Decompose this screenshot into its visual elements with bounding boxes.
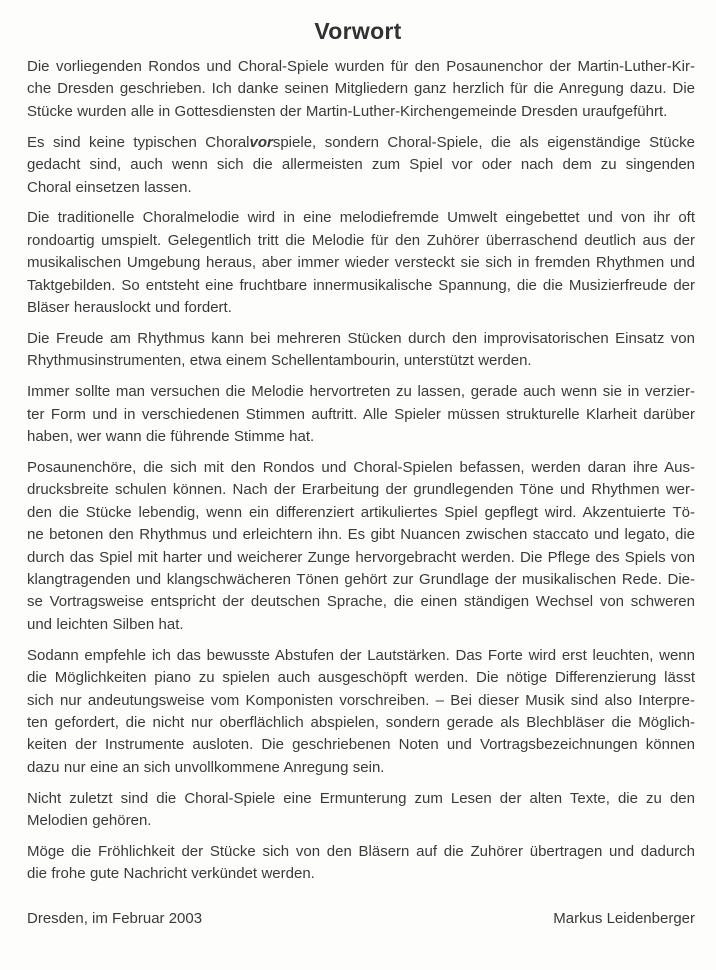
text-line: che Dresden geschrieben. Ich danke seinen Mitgliedern ganz herzlich für die Anregung dazu. Die [27,80,695,98]
text-line: se Vortragsweise entspricht der deutschen Sprache, die einen ständigen Wechsel von schweren [27,593,695,611]
text-line: Taktgebilden. So entsteht eine fruchtbare innermusikalische Spannung, die die Musizierfreude der [27,276,695,294]
text-line: Bläser herauslockt und fordert. [27,299,232,317]
text-line: die frohe gute Nachricht verkündet werden. [27,865,315,883]
text-line: haben, wer wann die führende Stimme hat. [27,428,315,446]
text-line: den die Stücke lebendig, wenn ein differenziert artikuliertes Spiel gepflegt wird. Akzentuierte Tö- [27,503,695,521]
paragraph [27,645,695,779]
text-line: Möge die Fröhlichkeit der Stücke sich von den Bläsern auf die Zuhörer übertragen und dadurch [27,843,695,860]
paragraph [27,56,695,123]
footer [27,908,695,930]
text-line: Choral einsetzen lassen. [27,178,192,196]
text-line: musikalischen Umgebung heraus, aber immer wieder versteckt sie sich in fremden Rhythmen und [27,254,695,272]
paragraph [27,788,695,833]
footer-place-date: Dresden, im Februar 2003 [27,910,203,927]
text-line: Nicht zuletzt sind die Choral-Spiele eine Ermunterung zum Lesen der alten Texte, die zu den [27,789,695,807]
text-line: Die vorliegenden Rondos und Choral-Spiele wurden für den Posaunenchor der Martin-Luther-Kir- [27,58,695,75]
text-line: Die Freude am Rhythmus kann bei mehreren Stücken durch den improvisatorischen Einsatz von [27,329,695,347]
text-line: die Möglichkeiten piano zu spielen auch ausgeschöpft werden. Die nötige Differenzierung lässt [27,669,695,687]
text-line: durch das Spiel mit harter und weicherer Zunge hervorgebracht werden. Die Pflege des Spiels von [27,548,695,566]
text-line: Stücke wurden alle in Gottesdiensten der Martin-Luther-Kirchengemeinde Dresden uraufgeführt. [27,102,668,120]
paragraph [27,457,695,636]
text-line: Die traditionelle Choralmelodie wird in eine melodiefremde Umwelt eingebettet und von ihr oft [27,209,695,227]
text-line: keiten der Instrumente ausloten. Die geschriebenen Noten und Vortragsbezeichnungen können [27,736,695,754]
page-title: Vorwort [314,18,402,44]
paragraph [27,328,695,373]
text-line: und leichten Silben hat. [27,615,184,633]
footer-author-name: Markus Leidenberger [553,910,695,927]
text-line: gedacht sind, auch wenn sich die allermeisten zum Spiel vor oder nach dem zu singenden [27,156,695,174]
text-line: Es sind keine typischen Choralvorspiele, sondern Choral-Spiele, die als eigenständige Stücke [27,133,695,151]
paragraph [27,841,695,886]
text-line: Sodann empfehle ich das bewusste Abstufen der Lautstärken. Das Forte wird erst leuchten, wenn [27,646,695,664]
emphasized-text: vor [249,133,273,151]
text-line: Melodien gehören. [27,812,152,830]
preface-body [27,56,695,894]
text-line: dazu nur eine an sich unvollkommene Anregung sein. [27,758,385,776]
paragraph [27,207,695,319]
paragraph [27,381,695,448]
text-line: ten gefordert, die nicht nur oberflächlich abspielen, sondern gerade als Blechbläser die Möglich- [27,713,695,731]
text-line: Immer sollte man versuchen die Melodie hervortreten zu lassen, gerade auch wenn sie in verzier- [27,383,695,401]
text-line: Posaunenchöre, die sich mit den Rondos und Choral-Spielen befassen, werden daran ihre Aus- [27,459,695,476]
text-line: Rhythmusinstrumenten, etwa einem Schellentambourin, unterstützt werden. [27,352,532,370]
text-line: ter Form und in verschiedenen Stimmen auftritt. Alle Spieler müssen strukturelle Klarheit darüber [27,405,695,423]
paragraph [27,132,695,199]
text-line: ne betonen den Rhythmus und erleichtern ihn. Es gibt Nuancen zwischen staccato und legato, die [27,526,695,544]
text-line: sich nur andeutungsweise vom Komponisten vorschreiben. – Bei dieser Musik sind also Interpre- [27,691,695,709]
text-line: klangtragenden und klangschwächeren Tönen gehört zur Grundlage der musikalischen Rede. Die- [27,571,695,589]
text-line: rondoartig umspielt. Gelegentlich tritt die Melodie für den Zuhörer überraschend deutlich aus der [27,231,695,249]
text-line: drucksbreite schulen können. Nach der Erarbeitung der grundlegenden Töne und Rhythmen wer- [27,481,695,499]
